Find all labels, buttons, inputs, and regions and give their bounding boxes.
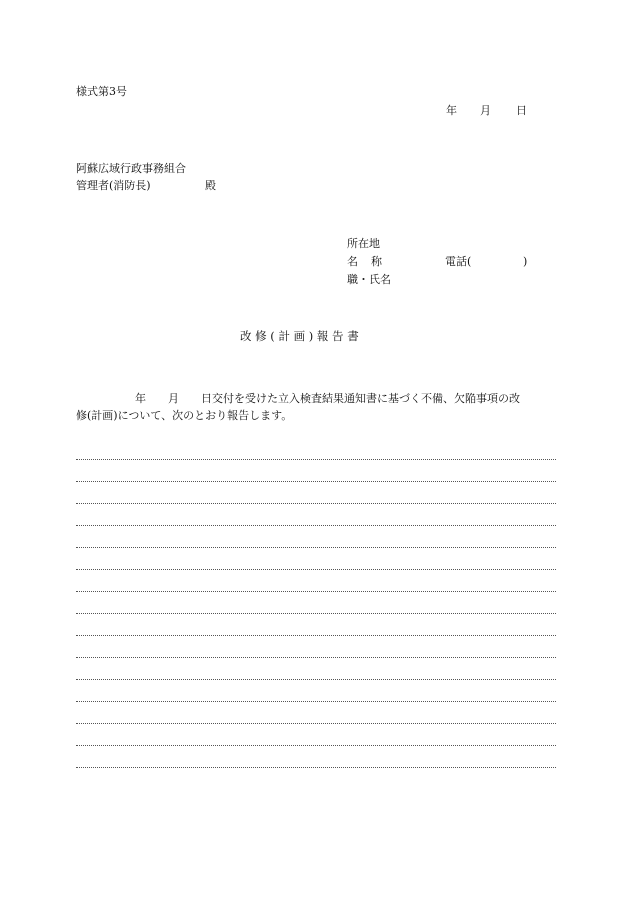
addressee-title-row [76,179,216,192]
writing-line[interactable] [76,657,556,658]
writing-line[interactable] [76,459,556,460]
report-body [76,390,556,424]
body-line-2: 修(計画)について、次のとおり報告します。 [76,409,293,422]
addressee-honorific: 殿 [205,179,216,192]
writing-line[interactable] [76,591,556,592]
address-label: 所在地 [347,237,380,250]
form-number: 様式第3号 [76,85,127,98]
writing-line[interactable] [76,547,556,548]
writing-line[interactable] [76,701,556,702]
name-row [347,255,528,274]
phone-label: 電話( [445,255,472,268]
body-line-1 [76,390,556,407]
writing-line[interactable] [76,679,556,680]
writing-line[interactable] [76,745,556,746]
date-day-label: 日 [516,104,527,117]
date-month-label: 月 [480,104,491,117]
writing-line[interactable] [76,503,556,504]
ruled-lines [76,459,556,789]
writing-line[interactable] [76,613,556,614]
addressee-title: 管理者(消防長) [76,179,151,192]
applicant-block [347,237,528,292]
writing-line[interactable] [76,767,556,768]
document-title: 改 修 ( 計 画 ) 報 告 書 [240,329,359,343]
writing-line[interactable] [76,635,556,636]
address-row [347,238,391,256]
addressee-organization: 阿蘇広域行政事務組合 [76,162,186,175]
body-line-1-text: 日交付を受けた立入検査結果通知書に基づく不備、欠陥事項の改 [201,392,520,405]
name-label: 名 称 [347,255,383,268]
phone-close-paren: ) [523,255,528,268]
body-month-label: 月 [168,392,179,405]
position-name-label: 職・氏名 [347,273,391,286]
writing-line[interactable] [76,525,556,526]
date-year-label: 年 [446,104,457,117]
writing-line[interactable] [76,723,556,724]
writing-line[interactable] [76,481,556,482]
position-name-row [347,274,391,292]
body-year-label: 年 [135,392,146,405]
writing-line[interactable] [76,569,556,570]
